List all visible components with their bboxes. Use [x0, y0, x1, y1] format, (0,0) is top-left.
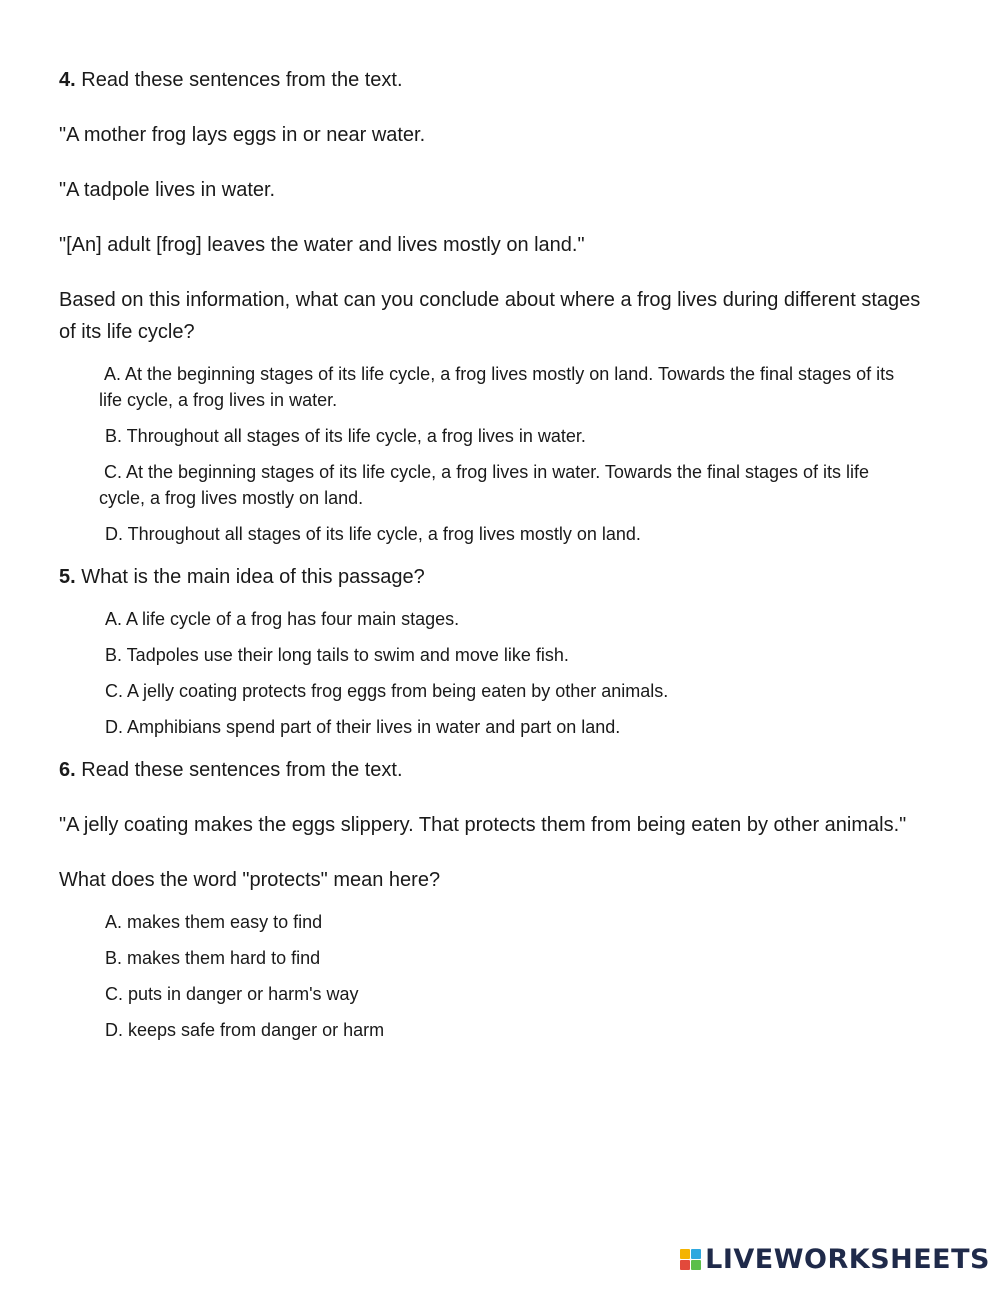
question-4-option-b[interactable]: B. Throughout all stages of its life cycle, a frog lives in water.	[105, 426, 586, 446]
worksheet-page	[59, 64, 939, 1057]
question-4-option-d[interactable]: D. Throughout all stages of its life cycle, a frog lives mostly on land.	[105, 524, 641, 544]
logo-block-4	[691, 1260, 701, 1270]
question-6-number: 6.	[59, 759, 76, 781]
question-5-option-b[interactable]: B. Tadpoles use their long tails to swim and move like fish.	[105, 645, 569, 665]
question-4-quote-3: "[An] adult [frog] leaves the water and lives mostly on land."	[59, 234, 585, 256]
question-4-quote-2: "A tadpole lives in water.	[59, 179, 276, 201]
liveworksheets-logo	[680, 1244, 990, 1275]
question-5-number: 5.	[59, 566, 76, 588]
question-5-options	[59, 606, 939, 740]
question-6-option-a[interactable]: A. makes them easy to find	[105, 912, 323, 932]
question-5-header	[59, 561, 939, 593]
question-4-number: 4.	[59, 69, 76, 91]
question-6-options	[59, 909, 939, 1043]
question-4-prompt: Read these sentences from the text.	[81, 69, 403, 91]
question-6-header	[59, 754, 939, 786]
question-5-option-d[interactable]: D. Amphibians spend part of their lives in water and part on land.	[105, 717, 621, 737]
question-6-option-d[interactable]: D. keeps safe from danger or harm	[105, 1020, 385, 1040]
question-4-option-c[interactable]: C. At the beginning stages of its life cycle, a frog lives in water. Towards the final stages of its life cycle, a frog lives mostly on land.	[99, 462, 870, 508]
question-6-prompt: Read these sentences from the text.	[81, 759, 403, 781]
question-4-question: Based on this information, what can you conclude about where a frog lives during different stages of its life cycle?	[59, 289, 921, 343]
logo-block-2	[691, 1249, 701, 1259]
question-4-quote-1: "A mother frog lays eggs in or near water.	[59, 124, 426, 146]
question-4-option-a[interactable]: A. At the beginning stages of its life cycle, a frog lives mostly on land. Towards the final stages of its life cycle, a frog lives in water.	[99, 364, 895, 410]
logo-block-3	[680, 1260, 690, 1270]
question-5-prompt: What is the main idea of this passage?	[81, 566, 425, 588]
question-5-option-c[interactable]: C. A jelly coating protects frog eggs from being eaten by other animals.	[105, 681, 669, 701]
question-5-option-a[interactable]: A. A life cycle of a frog has four main stages.	[105, 609, 460, 629]
logo-blocks-icon	[680, 1249, 701, 1270]
question-6-option-c[interactable]: C. puts in danger or harm's way	[105, 984, 359, 1004]
question-6-option-b[interactable]: B. makes them hard to find	[105, 948, 321, 968]
logo-text: LIVEWORKSHEETS	[705, 1244, 990, 1275]
question-6-question: What does the word "protects" mean here?	[59, 869, 441, 891]
logo-block-1	[680, 1249, 690, 1259]
question-4-header	[59, 64, 939, 96]
question-4-options	[59, 361, 939, 547]
question-6-quote: "A jelly coating makes the eggs slippery. That protects them from being eaten by other animals."	[59, 814, 907, 836]
